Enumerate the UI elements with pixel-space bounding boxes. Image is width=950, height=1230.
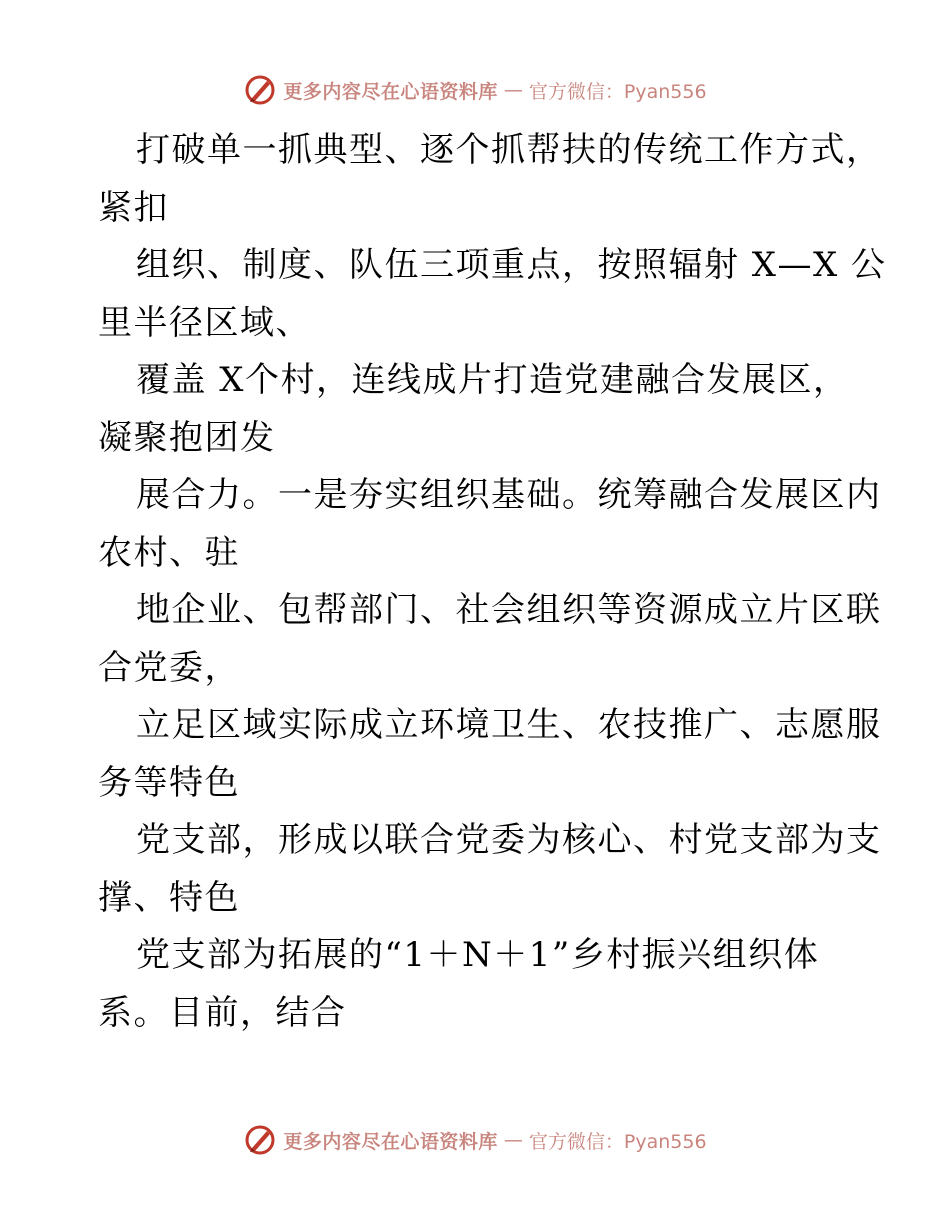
body-line: 展合力。一是夯实组织基础。统筹融合发展区内: [136, 475, 882, 515]
watermark-site-text: 更多内容尽在心语资料库: [283, 80, 498, 103]
body-line: 覆盖 X个村，连线成片打造党建融合发展区，: [136, 360, 849, 400]
body-line: 系。目前，结合: [98, 992, 347, 1033]
watermark-separator: —: [503, 79, 523, 101]
body-line: 合党委，: [98, 647, 240, 688]
footer-watermark: [0, 1120, 950, 1160]
body-line: 党支部，形成以联合党委为核心、村党支部为支: [136, 820, 882, 860]
body-line: 凝聚抱团发: [98, 417, 276, 458]
pen-logo-icon: [243, 1123, 277, 1157]
body-line: 立足区域实际成立环境卫生、农技推广、志愿服: [136, 705, 882, 745]
body-line: 地企业、包帮部门、社会组织等资源成立片区联: [136, 590, 882, 630]
watermark-wechat-text: 官方微信：Pyan556: [528, 80, 707, 103]
body-line: 组织、制度、队伍三项重点，按照辐射 X—X 公: [136, 245, 887, 285]
body-line: 打破单一抓典型、逐个抓帮扶的传统工作方式，: [136, 130, 882, 170]
body-line: 党支部为拓展的“1＋N＋1”乡村振兴组织体: [136, 935, 820, 975]
body-line: 里半径区域、: [98, 302, 311, 343]
body-line: 紧扣: [98, 187, 169, 228]
body-line: 务等特色: [98, 762, 240, 803]
header-watermark: [0, 70, 950, 110]
watermark-wechat-text: 官方微信：Pyan556: [528, 1130, 707, 1153]
pen-logo-icon: [243, 73, 277, 107]
watermark-separator: —: [503, 1129, 523, 1151]
document-body: [98, 122, 887, 1042]
body-line: 撑、特色: [98, 877, 240, 918]
watermark-site-text: 更多内容尽在心语资料库: [283, 1130, 498, 1153]
body-line: 农村、驻: [98, 532, 240, 573]
